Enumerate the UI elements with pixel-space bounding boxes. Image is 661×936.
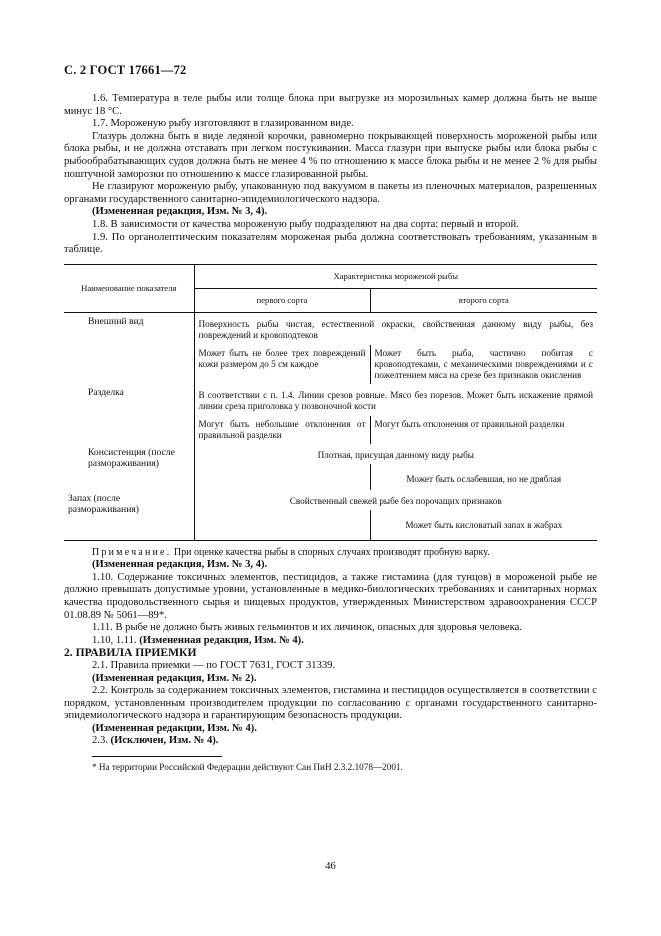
paragraph-1-11: 1.11. В рыбе не должно быть живых гельминтов и их личинок, опасных для здоровья человека. — [92, 622, 522, 634]
ref-2-3-excluded: (Исключен, Изм. № 4). — [110, 735, 219, 747]
cutting-first: Могут быть небольшие отклонения от правильной разделки — [194, 416, 370, 444]
row-name-appearance: Внешний вид — [88, 316, 144, 328]
note-text: При оценке качества рыбы в спорных случаях производят пробную варку. — [171, 546, 490, 558]
appearance-first: Может быть не более трех повреждений кожи размером до 5 см каждое — [194, 345, 370, 385]
footnote: * На территории Российской Федерации действуют Сан ПиН 2.3.2.1078—2001. — [92, 762, 403, 773]
amendment-note-1: (Измененная редакция, Изм. № 3, 4). — [92, 206, 268, 218]
table-row — [64, 444, 597, 464]
table-row — [64, 313, 597, 345]
ref-2-3: 2.3. — [92, 735, 111, 747]
row-name-cutting: Разделка — [88, 387, 124, 399]
paragraph-glaze: Глазурь должна быть в виде ледяной корочки, равномерно покрывающей поверхность мороженой рыбы или блока рыбы, и не должна отставать при легком постукивании. Масса глазури при выпуске рыбы или блока рыбы с рыбообрабатывающих судов должна быть не менее 4 % по отношению к массе блока рыбы и не менее 2 % для рыбы поштучной заморозки по отношению к массе глазированной рыбы. — [64, 130, 597, 180]
quality-table-wrapper — [64, 264, 597, 541]
row-name-smell: Запах (после размораживания) — [64, 490, 194, 540]
section-2-title: 2. ПРАВИЛА ПРИЕМКИ — [64, 646, 197, 660]
paragraph-1-8: 1.8. В зависимости от качества мороженую рыбу подразделяют на два сорта: первый и второй. — [92, 218, 519, 230]
amendment-note-4: (Измененная редакция, Изм. № 2). — [92, 672, 257, 684]
amendment-note-5: (Измененная редакции, Изм. № 4). — [92, 722, 257, 734]
page-header: С. 2 ГОСТ 17661—72 — [64, 63, 187, 77]
consistency-second: Может быть ослабевшая, но не дряблая — [370, 464, 597, 490]
smell-common: Свойственный свежей рыбе без порочащих признаков — [194, 490, 597, 510]
table-row — [64, 384, 597, 415]
paragraph-1-9: 1.9. По органолептическим показателям мороженая рыба должна соответствовать требованиям, указанным в таблице. — [64, 231, 597, 256]
paragraph-2-1: 2.1. Правила приемки — по ГОСТ 7631, ГОСТ 31339. — [92, 659, 336, 671]
page-number: 46 — [325, 861, 336, 872]
appearance-second: Может быть рыба, частично побитая с кровоподтеками, с механическими повреждениями и с пожелтением мяса на срезе без признаков окисления — [370, 345, 597, 385]
consistency-common: Плотная, присущая данному виду рыбы — [194, 444, 597, 464]
paragraph-2-3 — [64, 735, 597, 748]
note-label: Примечание. — [92, 546, 172, 558]
quality-table — [64, 264, 597, 541]
appearance-common: Поверхность рыбы чистая, естественной окраски, свойственная данному виду рыбы, без повреждений и кровоподтеков — [194, 313, 597, 345]
header-indicator-name: Наименование показателя — [64, 264, 194, 312]
paragraph-no-glaze: Не глазируют мороженую рыбу, упакованную под вакуумом в пакеты из пленочных материалов, разрешенных органами государственного санитарно-эпидемиологического надзора. — [64, 181, 597, 205]
paragraph-2-2: 2.2. Контроль за содержанием токсичных элементов, гистамина и пестицидов осуществляется в соответствии с порядком, установленным производителем продукции по согласованию с органами государственного санитарно-эпидемиологического надзора и гарантирующим безопасность продукции. — [64, 685, 597, 722]
table-row — [64, 490, 597, 510]
cutting-common: В соответствии с п. 1.4. Линии срезов ровные. Мясо без порезов. Может быть искажение прямой линии среза приголовка у позвоночной кости — [194, 384, 597, 415]
header-second-grade: второго сорта — [370, 288, 597, 312]
ref-1-10-1-11: 1.10, 1.11. — [92, 634, 140, 646]
paragraph-1-7: 1.7. Мороженую рыбу изготовляют в глазированном виде. — [92, 118, 354, 130]
paragraph-1-10: 1.10. Содержание токсичных элементов, пестицидов, а также гистамина (для тунцов) в мороженой рыбе не должно превышать допустимые уровни, установленные в медико-биологических требованиях и санитарных нормах качества продовольственного сырья и пищевых продуктов, утвержденных Министерством здравоохранения СССР 01.08.89 № 5061—89*. — [64, 571, 597, 621]
consistency-first-empty — [194, 464, 370, 490]
table-note — [64, 547, 597, 560]
amendment-note-2: (Измененная редакция, Изм. № 3, 4). — [92, 559, 268, 571]
row-name-consistency: Консистенция (после размораживания) — [88, 446, 175, 470]
header-first-grade: первого сорта — [194, 288, 370, 312]
ref-1-10-1-11-amend: (Измененная редакция, Изм. № 4). — [139, 634, 304, 646]
footnote-divider — [92, 756, 222, 757]
smell-first-empty — [194, 510, 370, 540]
header-characteristic: Характеристика мороженой рыбы — [194, 264, 597, 288]
paragraph-1-6: 1.6. Температура в теле рыбы или толще блока при выгрузке из морозильных камер должна быть не выше минус 18 °С. — [64, 93, 597, 117]
smell-second: Может быть кисловатый запах в жабрах — [370, 510, 597, 540]
document-body — [64, 93, 597, 774]
cutting-second: Могут быть отклонения от правильной разделки — [370, 416, 597, 444]
